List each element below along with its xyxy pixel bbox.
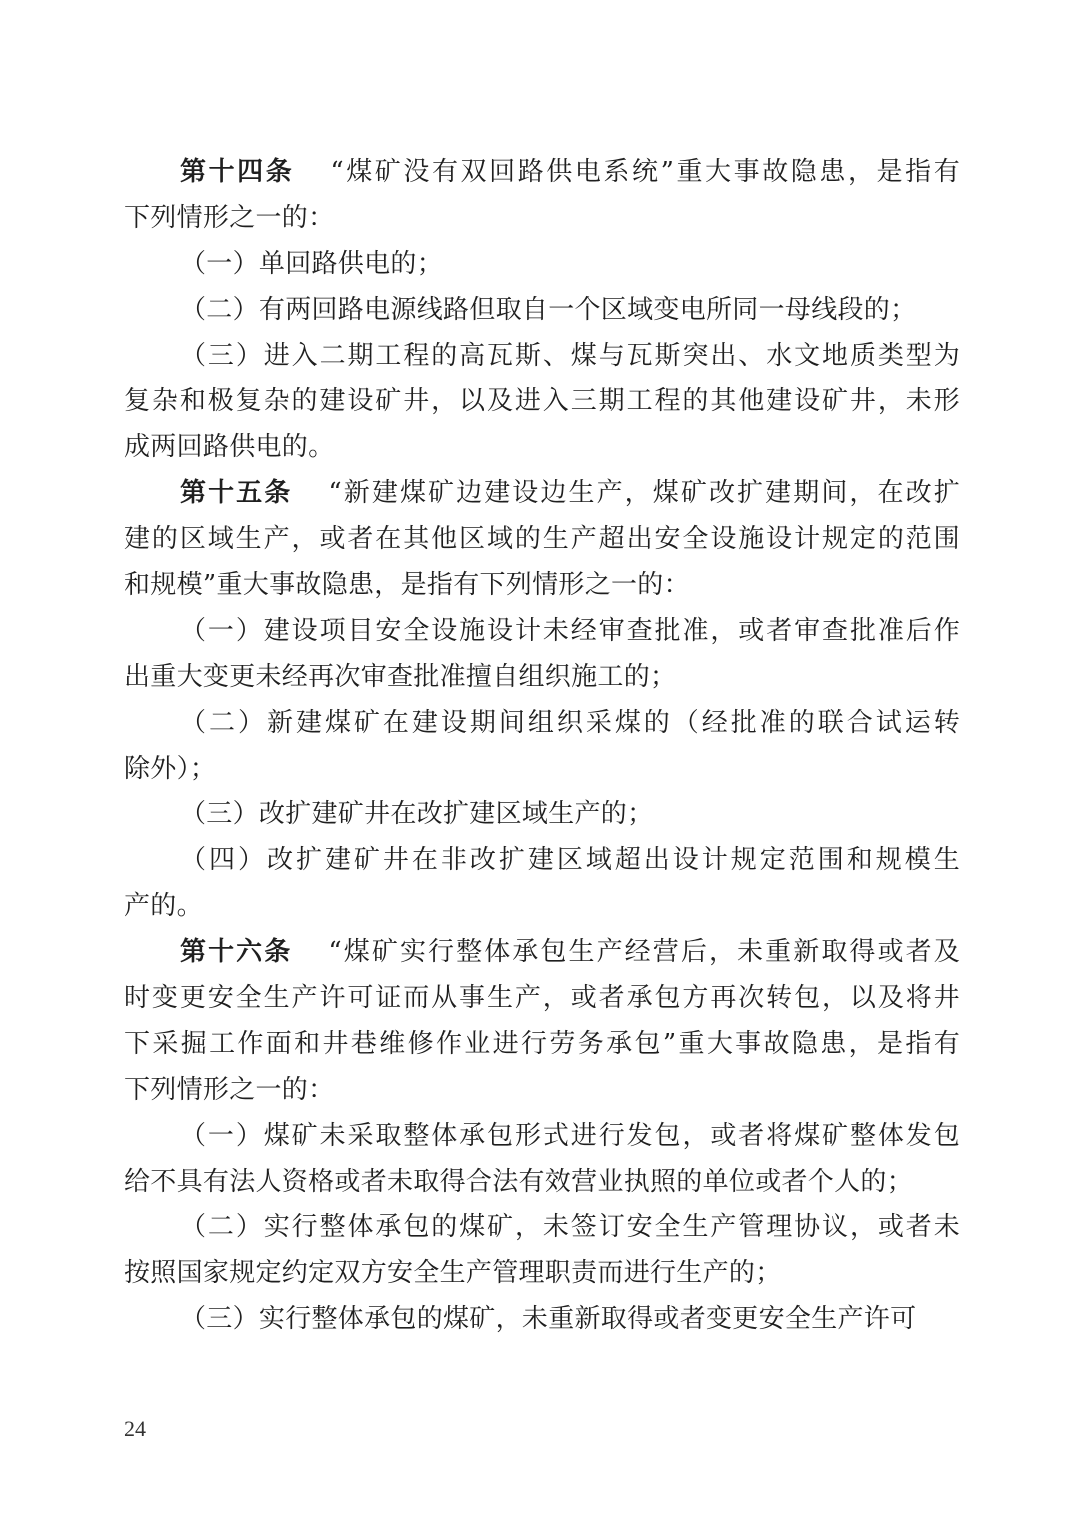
article-line <box>124 1068 960 1114</box>
clause-line <box>124 1251 960 1297</box>
article-line <box>124 517 960 563</box>
clause-line <box>124 1205 960 1251</box>
article-heading: 第十六条 <box>180 937 293 968</box>
article-heading: 第十五条 <box>180 478 293 509</box>
article-line <box>124 1022 960 1068</box>
clause-text: 复杂和极复杂的建设矿井，以及进入三期工程的其他建设矿井，未形 <box>124 386 960 417</box>
article-text: “煤矿没有双回路供电系统”重大事故隐患，是指有 <box>330 157 960 187</box>
clause-text: （二）有两回路电源线路但取自一个区域变电所同一母线段的； <box>180 294 917 325</box>
clause-line <box>124 884 960 930</box>
clause-text: 按照国家规定约定双方安全生产管理职责而进行生产的； <box>124 1258 782 1289</box>
article-text: 下列情形之一的： <box>124 202 335 233</box>
clause-line <box>124 792 960 838</box>
article-text: 下采掘工作面和井巷维修作业进行劳务承包”重大事故隐患，是指有 <box>124 1028 960 1059</box>
article-heading: 第十四条 <box>180 157 295 187</box>
article-text: 建的区域生产，或者在其他区域的生产超出安全设施设计规定的范围 <box>124 524 960 555</box>
article-line <box>124 976 960 1022</box>
article-line <box>124 150 960 196</box>
page-number: 24 <box>124 1416 146 1441</box>
clause-line <box>124 838 960 884</box>
article-line <box>124 563 960 609</box>
article-line <box>124 196 960 242</box>
clause-line <box>124 288 960 334</box>
clause-text: （四）改扩建矿井在非改扩建区域超出设计规定范围和规模生 <box>180 845 960 876</box>
clause-text: （三）进入二期工程的高瓦斯、煤与瓦斯突出、水文地质类型为 <box>180 340 960 371</box>
article-text: “煤矿实行整体承包生产经营后，未重新取得或者及 <box>328 937 960 968</box>
article-text: 下列情形之一的： <box>124 1074 335 1105</box>
clause-text: 除外）； <box>124 753 217 784</box>
clause-text: 产的。 <box>124 891 203 922</box>
clause-line <box>124 1160 960 1206</box>
clause-text: 成两回路供电的。 <box>124 432 335 463</box>
article-text: 时变更安全生产许可证而从事生产，或者承包方再次转包，以及将井 <box>124 983 960 1014</box>
clause-line <box>124 334 960 380</box>
clause-line <box>124 425 960 471</box>
clause-text: （一）单回路供电的； <box>180 248 444 279</box>
clause-text: （三）改扩建矿井在改扩建区域生产的； <box>180 799 654 830</box>
clause-line <box>124 1297 960 1343</box>
clause-text: （一）煤矿未采取整体承包形式进行发包，或者将煤矿整体发包 <box>180 1120 960 1151</box>
clause-line <box>124 655 960 701</box>
clause-text: 给不具有法人资格或者未取得合法有效营业执照的单位或者个人的； <box>124 1166 914 1197</box>
clause-line <box>124 242 960 288</box>
clause-text: 出重大变更未经再次审查批准擅自组织施工的； <box>124 661 677 692</box>
clause-text: （二）新建煤矿在建设期间组织采煤的（经批准的联合试运转 <box>180 707 960 738</box>
clause-text: （三）实行整体承包的煤矿，未重新取得或者变更安全生产许可 <box>180 1304 917 1335</box>
article-line <box>124 930 960 976</box>
clause-line <box>124 701 960 747</box>
clause-line <box>124 609 960 655</box>
clause-text: （一）建设项目安全设施设计未经审查批准，或者审查批准后作 <box>180 615 960 646</box>
article-line <box>124 471 960 517</box>
article-text: 和规模”重大事故隐患，是指有下列情形之一的： <box>124 570 690 601</box>
clause-text: （二）实行整体承包的煤矿，未签订安全生产管理协议，或者未 <box>180 1212 960 1243</box>
clause-line <box>124 1114 960 1160</box>
article-text: “新建煤矿边建设边生产，煤矿改扩建期间，在改扩 <box>328 478 960 509</box>
document-body <box>124 150 960 1343</box>
clause-line <box>124 747 960 793</box>
clause-line <box>124 379 960 425</box>
